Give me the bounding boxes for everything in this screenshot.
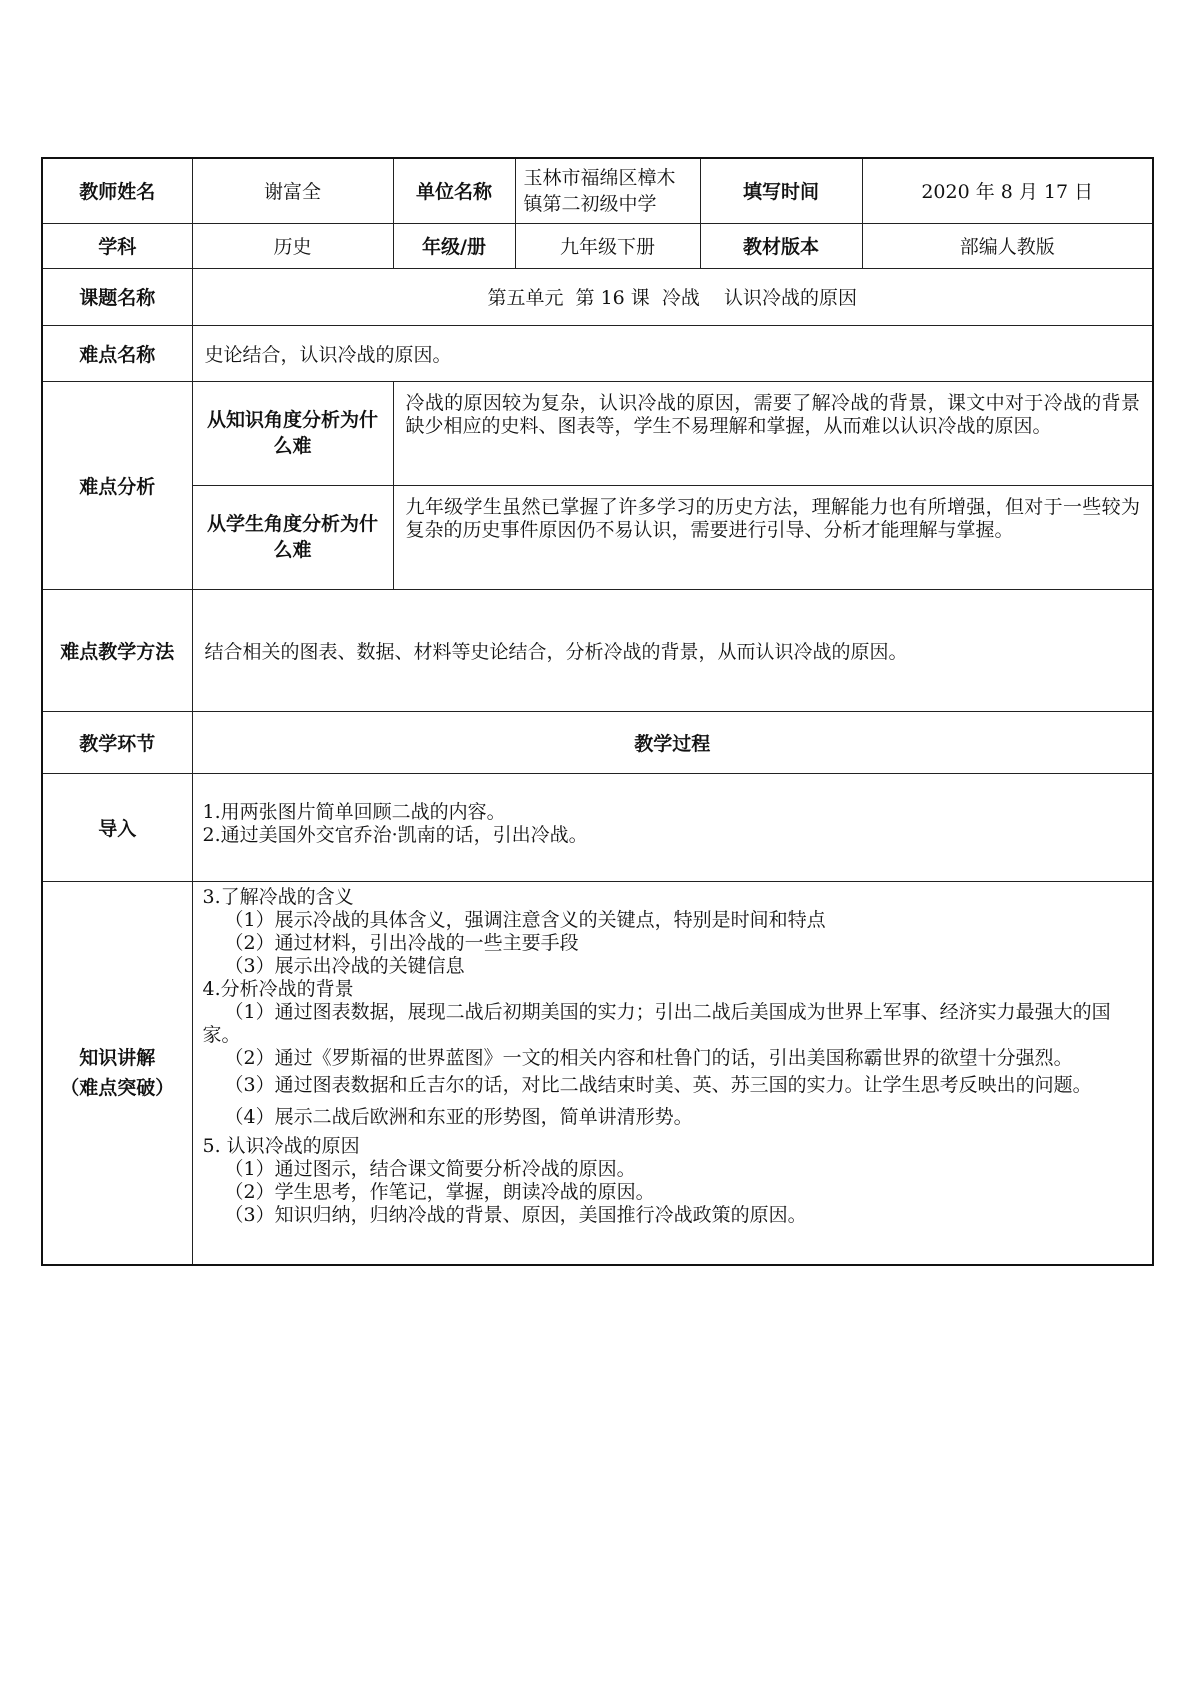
stage-header: 教学环节 [42,711,192,773]
lecture-section-heading: 4.分析冷战的背景 [202,977,354,1000]
unit-value: 玉林市福绵区樟木镇第二初级中学 [515,158,700,223]
unit-label: 单位名称 [393,158,515,223]
lecture-item: （1）展示冷战的具体含义，强调注意含义的关键点，特别是时间和特点 [224,908,826,931]
lecture-item: （2）通过《罗斯福的世界蓝图》一文的相关内容和杜鲁门的话，引出美国称霸世界的欲望十分强烈。 [224,1046,1073,1069]
difficulty-label: 难点名称 [42,325,192,381]
method-label: 难点教学方法 [42,589,192,711]
row-process-header [42,711,1153,773]
teacher-value: 谢富全 [192,158,393,223]
edition-value: 部编人教版 [862,223,1153,268]
row-intro [42,773,1153,881]
student-angle-label: 从学生角度分析为什么难 [192,485,393,589]
method-text: 结合相关的图表、数据、材料等史论结合，分析冷战的背景，从而认识冷战的原因。 [192,589,1153,711]
lecture-item: （4）展示二战后欧洲和东亚的形势图，简单讲清形势。 [224,1105,693,1128]
row-analysis-knowledge [42,381,1153,485]
lecture-label-main: 知识讲解 [79,1046,156,1069]
lecture-item: （3）知识归纳，归纳冷战的背景、原因，美国推行冷战政策的原因。 [224,1203,807,1226]
lecture-item: （1）通过图表数据，展现二战后初期美国的实力；引出二战后美国成为世界上军事、经济实力最强大的国家。 [202,1000,1111,1046]
row-difficulty [42,325,1153,381]
row-method [42,589,1153,711]
intro-line: 1.用两张图片简单回顾二战的内容。 [202,801,506,823]
row-teacher-info [42,158,1153,223]
topic-label: 课题名称 [42,268,192,325]
grade-label: 年级/册 [393,223,515,268]
row-analysis-student [42,485,1153,589]
teacher-label: 教师姓名 [42,158,192,223]
lecture-label-sub: （难点突破） [60,1076,175,1099]
intro-content [192,773,1153,881]
lecture-item: （2）通过材料，引出冷战的一些主要手段 [224,931,579,954]
subject-label: 学科 [42,223,192,268]
lecture-item: （1）通过图示，结合课文简要分析冷战的原因。 [224,1157,636,1180]
date-label: 填写时间 [700,158,862,223]
intro-line: 2.通过美国外交官乔治·凯南的话，引出冷战。 [202,824,588,846]
lecture-item: （3）展示出冷战的关键信息 [224,954,465,977]
knowledge-angle-text: 冷战的原因较为复杂，认识冷战的原因，需要了解冷战的背景，课文中对于冷战的背景缺少相应的史料、图表等，学生不易理解和掌握，从而难以认识冷战的原因。 [393,381,1153,485]
date-value: 2020 年 8 月 17 日 [862,158,1153,223]
analysis-label: 难点分析 [42,381,192,589]
topic-value: 第五单元 第 16 课 冷战 认识冷战的原因 [192,268,1153,325]
lesson-plan-table [41,157,1154,1266]
lecture-item: （3）通过图表数据和丘吉尔的话，对比二战结束时美、英、苏三国的实力。让学生思考反映出的问题。 [224,1073,1092,1096]
process-header: 教学过程 [192,711,1153,773]
knowledge-angle-label: 从知识角度分析为什么难 [192,381,393,485]
lecture-item: （2）学生思考，作笔记，掌握，朗读冷战的原因。 [224,1180,655,1203]
lecture-label [42,881,192,1265]
row-topic [42,268,1153,325]
lecture-section-heading: 3.了解冷战的含义 [202,885,354,908]
lecture-section-heading: 5. 认识冷战的原因 [202,1134,360,1157]
student-angle-text: 九年级学生虽然已掌握了许多学习的历史方法，理解能力也有所增强，但对于一些较为复杂的历史事件原因仍不易认识，需要进行引导、分析才能理解与掌握。 [393,485,1153,589]
row-subject-info [42,223,1153,268]
subject-value: 历史 [192,223,393,268]
difficulty-value: 史论结合，认识冷战的原因。 [192,325,1153,381]
lecture-content [192,881,1153,1265]
row-lecture [42,881,1153,1265]
edition-label: 教材版本 [700,223,862,268]
grade-value: 九年级下册 [515,223,700,268]
intro-label: 导入 [42,773,192,881]
